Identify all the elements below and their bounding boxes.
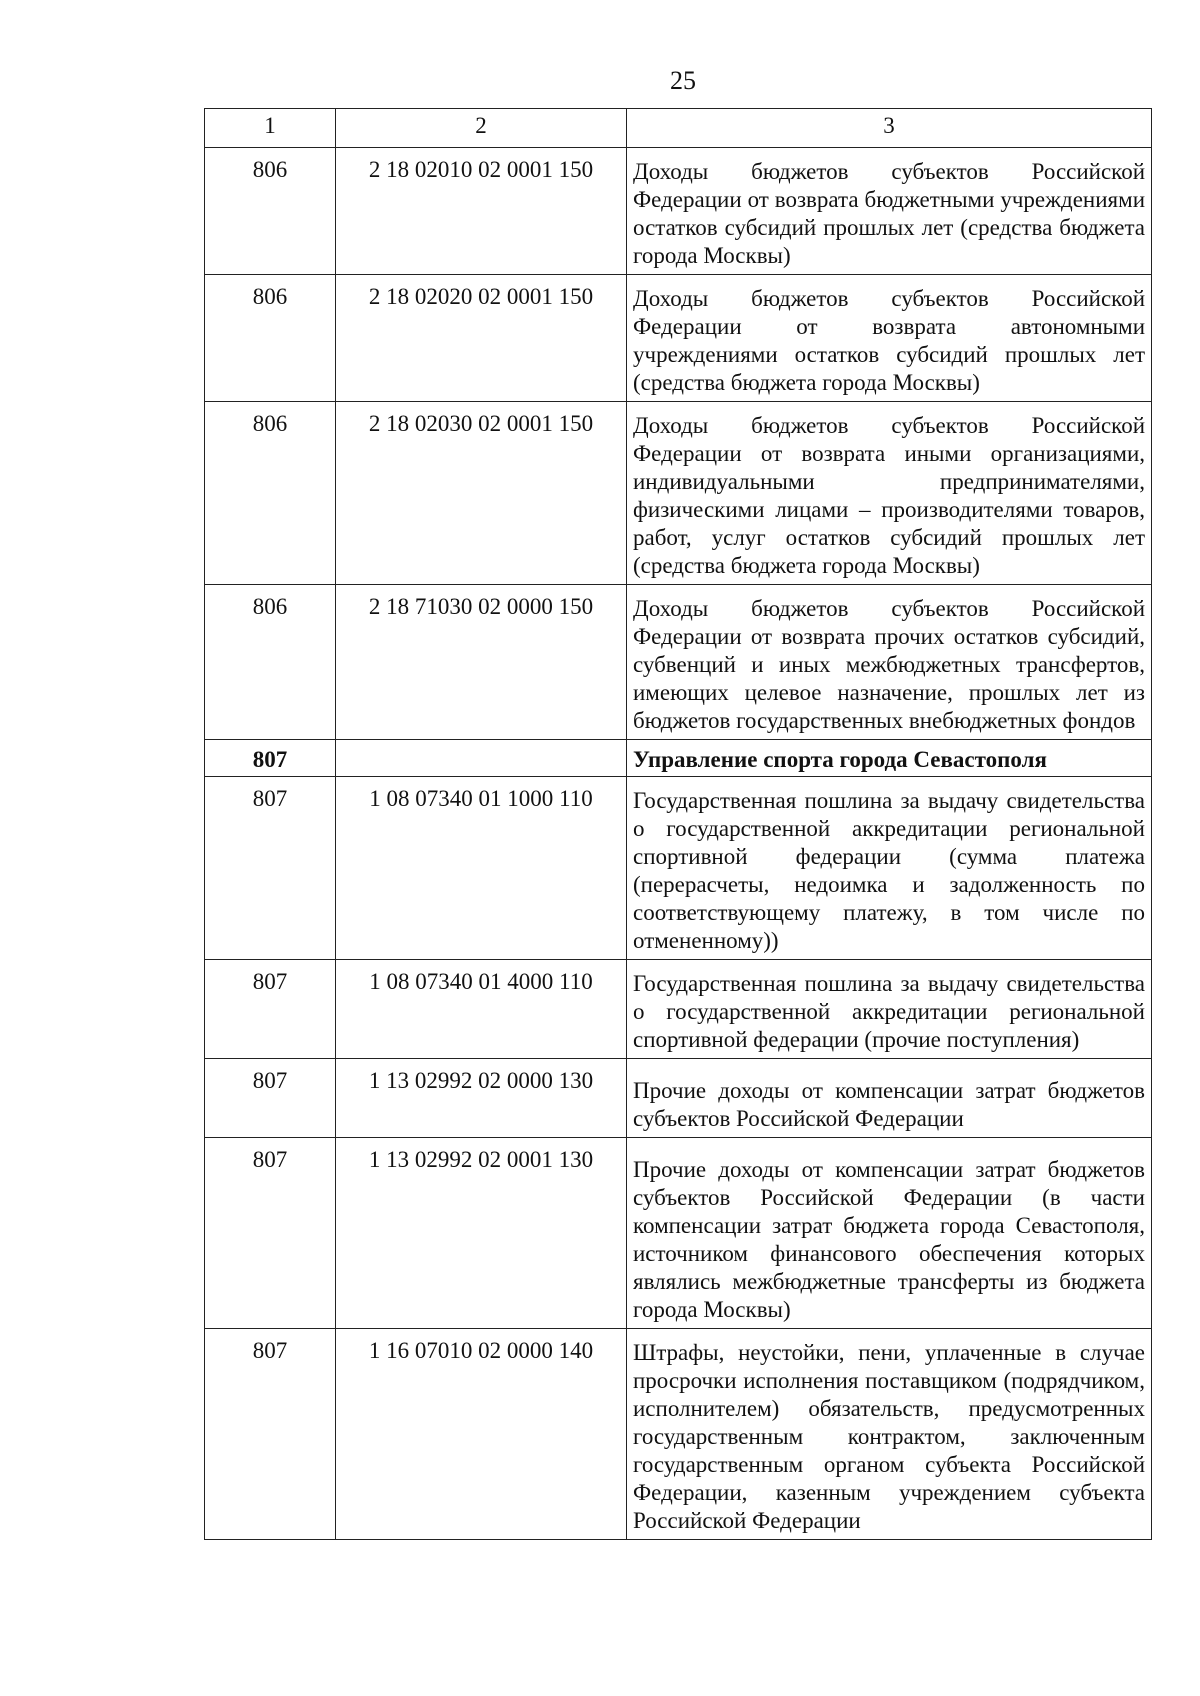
description-cell: Государственная пошлина за выдачу свидетельства о государственной аккредитации региональной спортивной федерации (сумма платежа (перерасчеты, недоимка и задолженность по соответствующему платежу, в том числе по отмененному))	[627, 777, 1152, 960]
column-header-3: 3	[627, 109, 1152, 148]
table-body	[205, 148, 1152, 1540]
budget-code-cell: 1 13 02992 02 0000 130	[336, 1059, 627, 1138]
budget-code-cell: 1 08 07340 01 1000 110	[336, 777, 627, 960]
budget-code-cell: 2 18 02010 02 0001 150	[336, 148, 627, 275]
table-row	[205, 1059, 1152, 1138]
description-cell: Прочие доходы от компенсации затрат бюджетов субъектов Российской Федерации	[627, 1059, 1152, 1138]
budget-code-cell: 2 18 02030 02 0001 150	[336, 402, 627, 585]
description-cell: Штрафы, неустойки, пени, уплаченные в случае просрочки исполнения поставщиком (подрядчиком, исполнителем) обязательств, предусмотренных государственным контрактом, заключенным государственным органом субъекта Российской Федерации, казенным учреждением субъекта Российской Федерации	[627, 1329, 1152, 1540]
table-row	[205, 585, 1152, 740]
budget-code-cell	[336, 740, 627, 777]
description-cell: Прочие доходы от компенсации затрат бюджетов субъектов Российской Федерации (в части компенсации затрат бюджета города Севастополя, источником финансового обеспечения которых являлись межбюджетные трансферты из бюджета города Москвы)	[627, 1138, 1152, 1329]
column-header-2: 2	[336, 109, 627, 148]
admin-code-cell: 807	[205, 960, 336, 1059]
description-cell: Доходы бюджетов субъектов Российской Федерации от возврата бюджетными учреждениями остатков субсидий прошлых лет (средства бюджета города Москвы)	[627, 148, 1152, 275]
admin-code-cell: 807	[205, 1138, 336, 1329]
page-number: 25	[670, 66, 696, 95]
admin-code-cell: 806	[205, 275, 336, 402]
table-row	[205, 1329, 1152, 1540]
description-cell: Доходы бюджетов субъектов Российской Федерации от возврата автономными учреждениями остатков субсидий прошлых лет (средства бюджета города Москвы)	[627, 275, 1152, 402]
admin-code-cell: 807	[205, 1329, 336, 1540]
budget-code-cell: 2 18 02020 02 0001 150	[336, 275, 627, 402]
table-header	[205, 109, 1152, 148]
table-row	[205, 777, 1152, 960]
admin-code-cell: 806	[205, 148, 336, 275]
admin-code-cell: 807	[205, 1059, 336, 1138]
table-row	[205, 402, 1152, 585]
table-row	[205, 960, 1152, 1059]
table-row	[205, 148, 1152, 275]
admin-code-cell: 806	[205, 585, 336, 740]
admin-code-cell: 806	[205, 402, 336, 585]
budget-codes-table	[204, 108, 1152, 1540]
description-cell: Управление спорта города Севастополя	[627, 740, 1152, 777]
header-row	[205, 109, 1152, 148]
column-header-1: 1	[205, 109, 336, 148]
section-header-row	[205, 740, 1152, 777]
table-row	[205, 275, 1152, 402]
budget-code-cell: 1 08 07340 01 4000 110	[336, 960, 627, 1059]
description-cell: Государственная пошлина за выдачу свидетельства о государственной аккредитации региональной спортивной федерации (прочие поступления)	[627, 960, 1152, 1059]
budget-code-cell: 1 16 07010 02 0000 140	[336, 1329, 627, 1540]
budget-code-cell: 1 13 02992 02 0001 130	[336, 1138, 627, 1329]
description-cell: Доходы бюджетов субъектов Российской Федерации от возврата иными организациями, индивидуальными предпринимателями, физическими лицами – производителями товаров, работ, услуг остатков субсидий прошлых лет (средства бюджета города Москвы)	[627, 402, 1152, 585]
admin-code-cell: 807	[205, 777, 336, 960]
description-cell: Доходы бюджетов субъектов Российской Федерации от возврата прочих остатков субсидий, субвенций и иных межбюджетных трансфертов, имеющих целевое назначение, прошлых лет из бюджетов государственных внебюджетных фондов	[627, 585, 1152, 740]
budget-code-cell: 2 18 71030 02 0000 150	[336, 585, 627, 740]
admin-code-cell: 807	[205, 740, 336, 777]
table-row	[205, 1138, 1152, 1329]
